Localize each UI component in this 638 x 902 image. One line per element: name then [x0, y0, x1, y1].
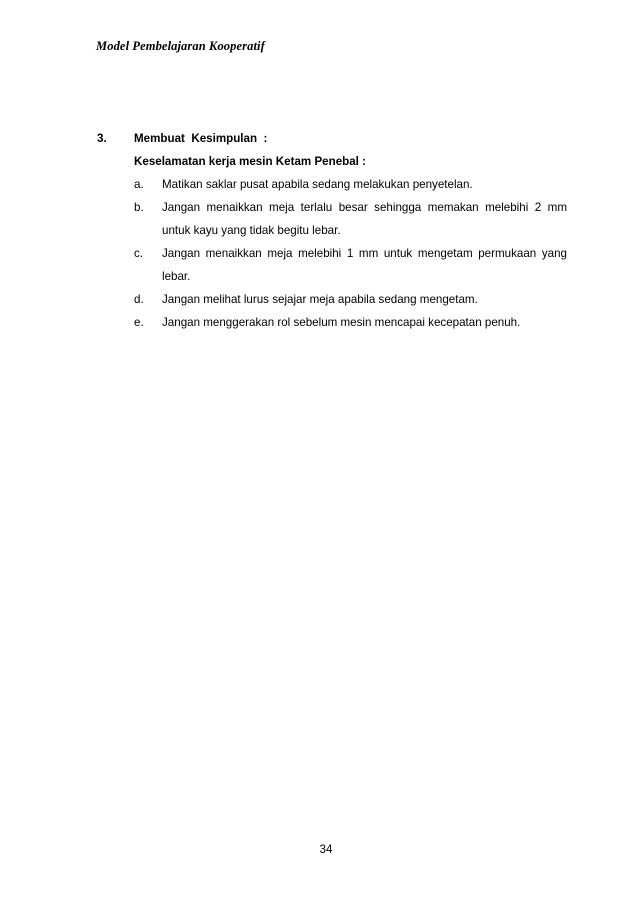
- list-item-text: Jangan melihat lurus sejajar meja apabila sedang mengetam.: [162, 293, 478, 306]
- list-item-letter: e.: [134, 316, 144, 329]
- section-heading: [97, 127, 567, 150]
- list-item: [134, 311, 567, 334]
- running-header-title: Model Pembelajaran Kooperatif: [96, 39, 265, 53]
- list-item: [134, 173, 567, 196]
- list-item-letter: d.: [134, 293, 144, 306]
- page-number: 34: [319, 843, 333, 856]
- section-number: 3.: [97, 132, 107, 145]
- list-item-text: Matikan saklar pusat apabila sedang melakukan penyetelan.: [162, 178, 473, 191]
- safety-subheading: Keselamatan kerja mesin Ketam Penebal :: [134, 155, 366, 168]
- list-item: [134, 196, 567, 242]
- list-item-text: Jangan menaikkan meja terlalu besar sehingga memakan melebihi 2 mm untuk kayu yang tidak begitu lebar.: [162, 201, 567, 237]
- list-item-letter: b.: [134, 201, 144, 214]
- list-item-text: Jangan menggerakan rol sebelum mesin mencapai kecepatan penuh.: [162, 316, 521, 329]
- safety-rules-list: [134, 173, 567, 334]
- list-item: [134, 288, 567, 311]
- conclusion-section: [97, 127, 567, 334]
- list-item-text: Jangan menaikkan meja melebihi 1 mm untuk mengetam permukaan yang lebar.: [162, 247, 567, 283]
- list-item-letter: c.: [134, 247, 144, 260]
- list-item: [134, 242, 567, 288]
- section-title: Membuat Kesimpulan :: [134, 132, 268, 145]
- list-item-letter: a.: [134, 178, 144, 191]
